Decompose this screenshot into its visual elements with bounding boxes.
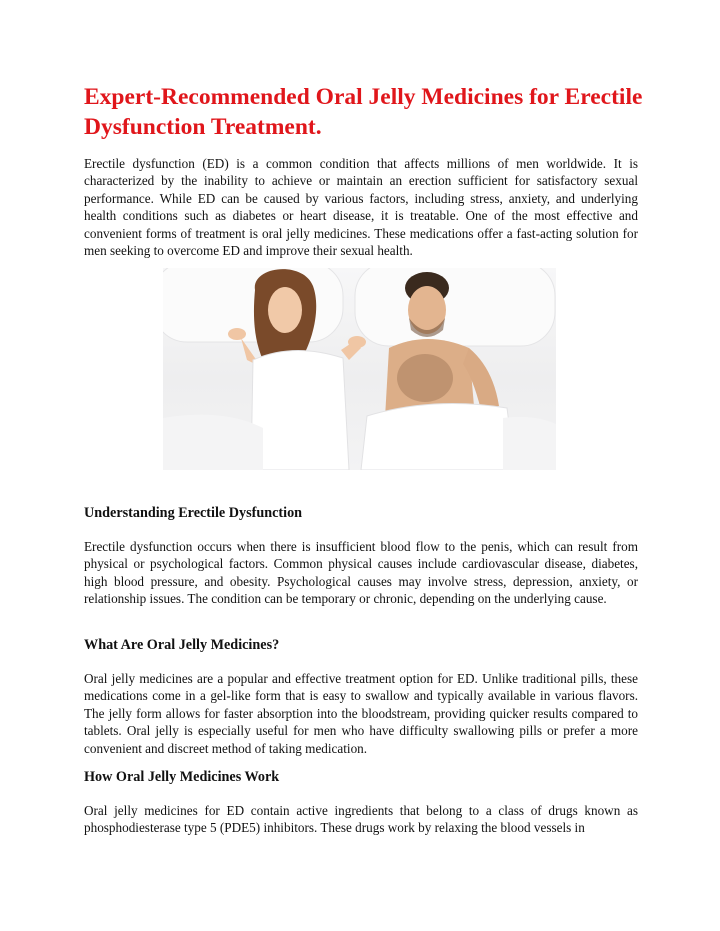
intro-paragraph: Erectile dysfunction (ED) is a common condition that affects millions of men worldwide. It is characterized by the inability to achieve or maintain an erection sufficient for satisfactory sexual performance. While ED can be caused by various factors, including stress, anxiety, and underlying health conditions such as diabetes or heart disease, it is treatable. One of the most effective and convenient forms of treatment is oral jelly medicines. These medications offer a fast-acting solution for men seeking to overcome ED and improve their sexual health. — [84, 156, 638, 259]
section-paragraph: Oral jelly medicines are a popular and effective treatment option for ED. Unlike traditional pills, these medications come in a gel-like form that is easy to swallow and typically available in various flavors. The jelly form allows for faster absorption into the bloodstream, providing quicker results compared to tablets. Oral jelly is especially useful for men who have difficulty swallowing pills or prefer a more convenient and discreet method of taking medication. — [84, 671, 638, 756]
section-heading: Understanding Erectile Dysfunction — [84, 505, 303, 521]
couple-in-bed-photo — [163, 268, 556, 470]
section-heading: How Oral Jelly Medicines Work — [84, 769, 280, 785]
section-paragraph: Erectile dysfunction occurs when there is insufficient blood flow to the penis, which can result from physical or psychological factors. Common physical causes include cardiovascular disease, diabetes, high blood pressure, and obesity. Psychological causes may involve stress, depression, anxiety, or relationship issues. The condition can be temporary or chronic, depending on the underlying cause. — [84, 539, 638, 607]
section-heading: What Are Oral Jelly Medicines? — [84, 637, 280, 653]
page-title: Expert-Recommended Oral Jelly Medicines for Erectile Dysfunction Treatment. — [84, 84, 643, 140]
section-paragraph: Oral jelly medicines for ED contain active ingredients that belong to a class of drugs known as phosphodiesterase type 5 (PDE5) inhibitors. These drugs work by relaxing the blood vessels in — [84, 803, 638, 836]
